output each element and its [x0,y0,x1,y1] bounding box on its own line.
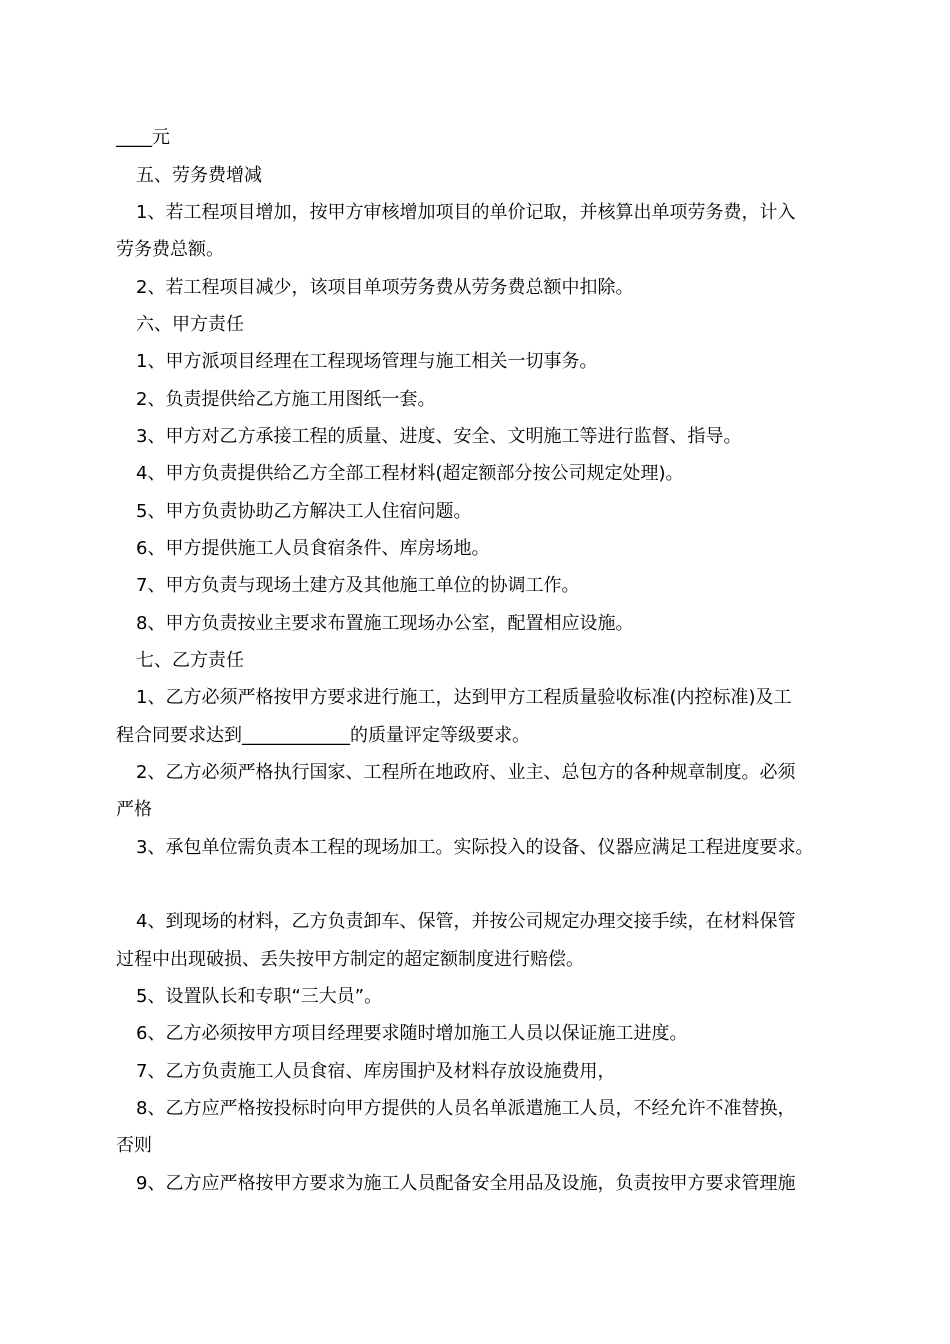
paragraph-line: 2、乙方必须严格执行国家、工程所在地政府、业主、总包方的各种规章制度。必须 [136,762,796,783]
section-heading-6: 六、甲方责任 [136,314,244,335]
paragraph-line: 否则 [116,1135,152,1156]
amount-line: ____元 [116,127,170,148]
paragraph-line: 9、乙方应严格按甲方要求为施工人员配备安全用品及设施，负责按甲方要求管理施 [136,1173,796,1194]
section-heading-5: 五、劳务费增减 [136,165,262,186]
paragraph-line: 5、甲方负责协助乙方解决工人住宿问题。 [136,501,472,522]
paragraph-line: 4、甲方负责提供给乙方全部工程材料(超定额部分按公司规定处理)。 [136,463,684,484]
paragraph-line: 严格 [116,799,152,820]
paragraph-line: 4、到现场的材料，乙方负责卸车、保管，并按公司规定办理交接手续，在材料保管 [136,911,796,932]
section-heading-7: 七、乙方责任 [136,650,244,671]
paragraph-line: 8、乙方应严格按投标时向甲方提供的人员名单派遣施工人员，不经允许不准替换， [136,1098,796,1119]
paragraph-line: 7、甲方负责与现场土建方及其他施工单位的协调工作。 [136,575,580,596]
paragraph-line: 6、甲方提供施工人员食宿条件、库房场地。 [136,538,490,559]
paragraph-line: 2、负责提供给乙方施工用图纸一套。 [136,389,436,410]
paragraph-line: 8、甲方负责按业主要求布置施工现场办公室，配置相应设施。 [136,613,634,634]
paragraph-line: 1、乙方必须严格按甲方要求进行施工，达到甲方工程质量验收标准(内控标准)及工 [136,687,792,708]
paragraph-line: 3、承包单位需负责本工程的现场加工。实际投入的设备、仪器应满足工程进度要求。 [136,837,814,858]
paragraph-line: 程合同要求达到____________的质量评定等级要求。 [116,725,530,746]
paragraph-line: 1、甲方派项目经理在工程现场管理与施工相关一切事务。 [136,351,598,372]
paragraph-line: 2、若工程项目减少，该项目单项劳务费从劳务费总额中扣除。 [136,277,634,298]
paragraph-line: 劳务费总额。 [116,239,224,260]
paragraph-line: 1、若工程项目增加，按甲方审核增加项目的单价记取，并核算出单项劳务费，计入 [136,202,796,223]
paragraph-line: 过程中出现破损、丢失按甲方制定的超定额制度进行赔偿。 [116,949,584,970]
paragraph-line: 7、乙方负责施工人员食宿、库房围护及材料存放设施费用， [136,1061,616,1082]
paragraph-line: 3、甲方对乙方承接工程的质量、进度、安全、文明施工等进行监督、指导。 [136,426,742,447]
paragraph-line: 5、设置队长和专职“三大员”。 [136,986,383,1007]
paragraph-line: 6、乙方必须按甲方项目经理要求随时增加施工人员以保证施工进度。 [136,1023,688,1044]
